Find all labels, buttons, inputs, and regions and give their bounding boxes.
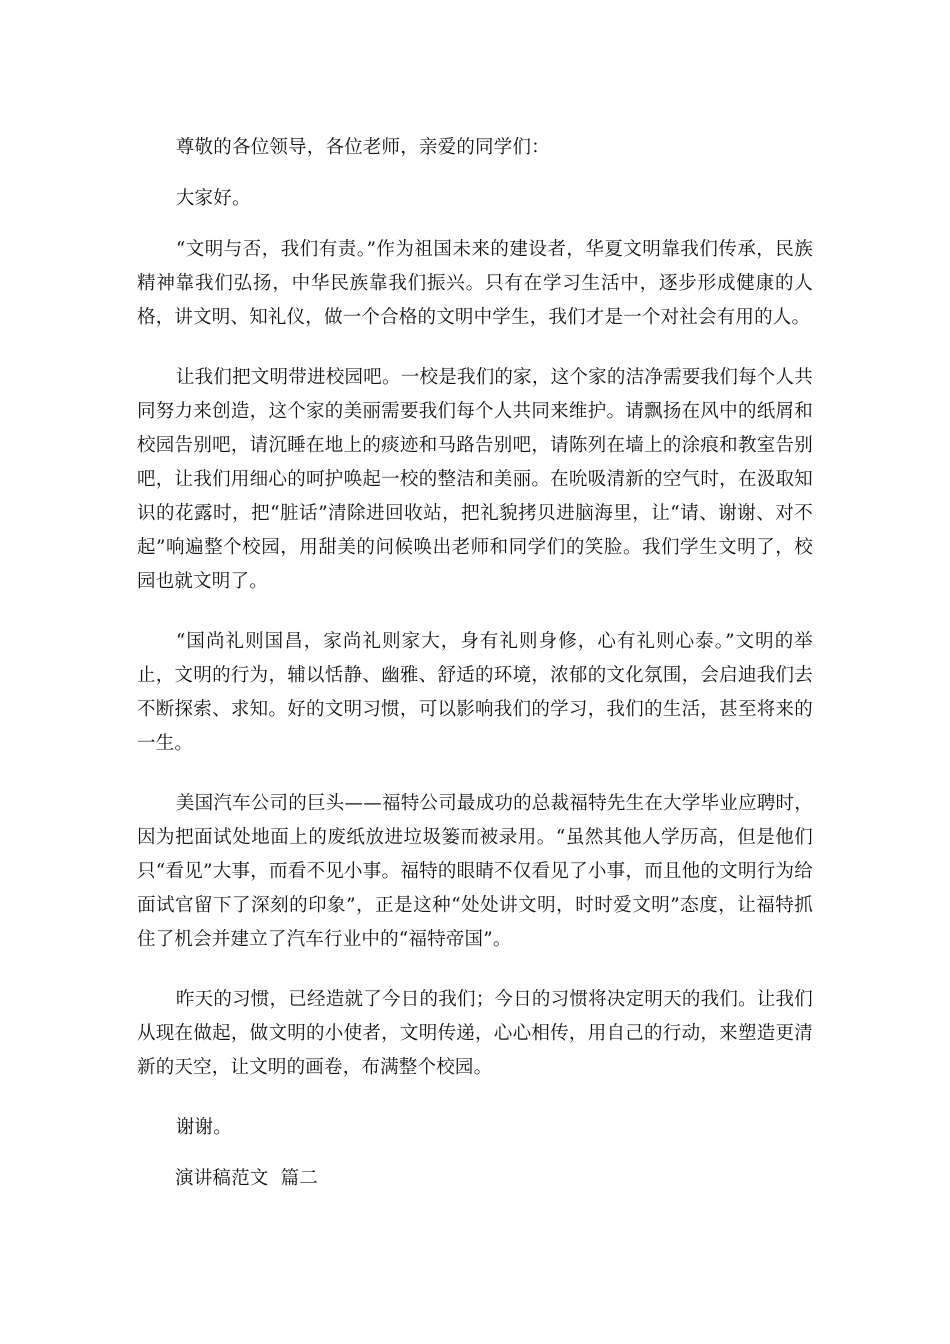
- paragraph-ford-story: 美国汽车公司的巨头——福特公司最成功的总裁福特先生在大学毕业应聘时，因为把面试处地面上的废纸放进垃圾篓而被录用。“虽然其他人学历高，但是他们只“看见”大事，而看不见小事。福特的眼睛不仅看见了小事，而且他的文明行为给面试官留下了深刻的印象”，正是这种“处处讲文明，时时爱文明”态度，让福特抓住了机会并建立了汽车行业中的“福特帝国”。: [137, 793, 813, 950]
- salutation: 尊敬的各位领导，各位老师，亲爱的同学们：: [175, 137, 550, 158]
- paragraph-responsibility: “文明与否，我们有责。”作为祖国未来的建设者，华夏文明靠我们传承，民族精神靠我们弘扬，中华民族靠我们振兴。只有在学习生活中，逐步形成健康的人格，讲文明、知礼仪，做一个合格的文明中学生，我们才是一个对社会有用的人。: [137, 239, 813, 328]
- closing: 谢谢。: [175, 1117, 232, 1138]
- greeting: 大家好。: [175, 188, 251, 209]
- paragraph-habits: 昨天的习惯，已经造就了今日的我们；今日的习惯将决定明天的我们。让我们从现在做起，做文明的小使者，文明传递，心心相传，用自己的行动，来塑造更清新的天空，让文明的画卷，布满整个校园。: [137, 989, 813, 1078]
- paragraph-campus: 让我们把文明带进校园吧。一校是我们的家，这个家的洁净需要我们每个人共同努力来创造，这个家的美丽需要我们每个人共同来维护。请飘扬在风中的纸屑和校园告别吧，请沉睡在地上的痰迹和马路告别吧，请陈列在墙上的涂痕和教室告别吧，让我们用细心的呵护唤起一校的整洁和美丽。在吮吸清新的空气时，在汲取知识的花露时，把“脏话”清除进回收站，把礼貌拷贝进脑海里，让“请、谢谢、对不起”响遍整个校园，用甜美的问候唤出老师和同学们的笑脸。我们学生文明了，校园也就文明了。: [137, 367, 813, 592]
- paragraph-etiquette: “国尚礼则国昌，家尚礼则家大，身有礼则身修，心有礼则心泰。”文明的举止，文明的行为，辅以恬静、幽雅、舒适的环境，浓郁的文化氛围，会启迪我们去不断探索、求知。好的文明习惯，可以影响我们的学习，我们的生活，甚至将来的一生。: [137, 631, 813, 754]
- section-heading: 演讲稿范文 篇二: [175, 1168, 319, 1189]
- document-page: [137, 131, 813, 1196]
